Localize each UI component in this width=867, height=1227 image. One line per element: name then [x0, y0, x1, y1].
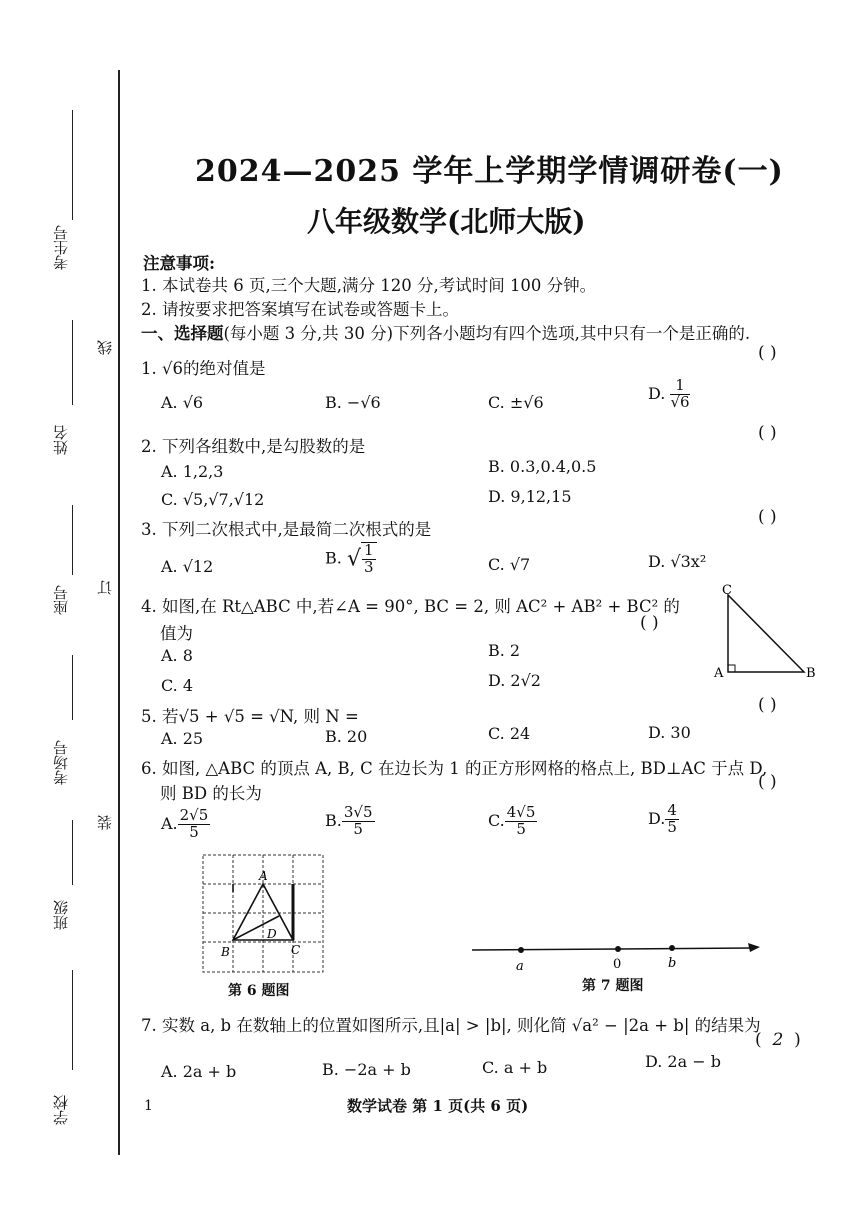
triangle-abc — [728, 595, 804, 672]
q6-option-c — [488, 805, 537, 838]
q5-option-c: C. 24 — [488, 724, 531, 743]
point-a — [518, 947, 524, 953]
page-footer: 数学试卷 第 1 页(共 6 页) — [347, 1097, 529, 1115]
denominator: 5 — [667, 817, 677, 836]
q6-option-b — [325, 805, 375, 838]
q5-option-d: D. 30 — [648, 723, 691, 742]
answer-paren: ( ) — [758, 423, 777, 443]
numerator: 2√5 — [179, 806, 209, 824]
option-letter: B. — [325, 548, 342, 568]
q7-stem: 7. 实数 a, b 在数轴上的位置如图所示,且|a| > |b|, 则化简 √a² − |2a + b| 的结果为 — [141, 1016, 761, 1035]
answer-paren: ( ) — [758, 507, 777, 527]
denominator: √6 — [670, 392, 690, 411]
label-zero: 0 — [613, 957, 622, 972]
q2-option-c: C. √5,√7,√12 — [161, 490, 265, 509]
option-letter: D. — [648, 808, 666, 828]
option-letter: B. — [325, 810, 342, 830]
blank-line — [72, 820, 73, 885]
q5-option-b: B. 20 — [325, 727, 368, 746]
point-zero — [615, 946, 621, 952]
figure-q7-number-line — [470, 935, 765, 975]
answer-paren: ( ) — [640, 613, 659, 633]
section-title: 一、选择题 — [141, 324, 224, 343]
fraction — [342, 805, 375, 838]
number-line-axis — [472, 948, 752, 950]
blank-line — [72, 655, 73, 720]
label-a: A — [714, 666, 724, 681]
numerator: 4√5 — [506, 803, 536, 821]
label-c: C — [291, 943, 301, 957]
q5-stem: 5. 若√5 + √5 = √N, 则 N = — [141, 707, 359, 726]
binding-mark-staple: 订 — [96, 580, 114, 595]
label-exam-number: 考生号 — [52, 225, 70, 270]
label-room-number: 考场号 — [52, 740, 70, 785]
answer-paren: ( 2 ) — [755, 1030, 801, 1050]
q6-option-a — [161, 808, 210, 841]
label-d: D — [267, 927, 277, 941]
blank-line — [72, 320, 73, 405]
fraction — [178, 808, 211, 841]
q1-option-b: B. −√6 — [325, 393, 381, 412]
numerator: 3√5 — [343, 803, 373, 821]
handwritten-answer: 2 — [772, 1030, 784, 1050]
answer-paren: ( ) — [758, 343, 777, 363]
note-item: 1. 本试卷共 6 页,三个大题,满分 120 分,考试时间 100 分钟。 — [141, 276, 597, 295]
q4-option-b: B. 2 — [488, 641, 521, 660]
label-a: a — [516, 959, 524, 974]
numerator: 1 — [670, 378, 689, 395]
q3-option-d: D. √3x² — [648, 552, 707, 571]
blank-line — [72, 505, 73, 575]
q7-option-d: D. 2a − b — [645, 1052, 721, 1071]
q2-stem: 2. 下列各组数中,是勾股数的是 — [141, 437, 366, 456]
denominator: 5 — [516, 819, 526, 838]
option-letter: D. — [648, 383, 666, 403]
label-a: A — [259, 869, 268, 883]
section-heading — [141, 320, 750, 344]
q3-option-a: A. √12 — [161, 557, 214, 576]
q4-stem: 4. 如图,在 Rt△ABC 中,若∠A = 90°, BC = 2, 则 AC² + AB² + BC² 的 — [141, 597, 680, 616]
q3-option-b — [325, 542, 377, 576]
label-school: 学校 — [52, 1095, 70, 1125]
q4-stem-cont: 值为 — [160, 624, 193, 643]
q7-option-a: A. 2a + b — [161, 1062, 237, 1081]
q1-stem: 1. √6的绝对值是 — [141, 359, 266, 378]
q4-option-c: C. 4 — [161, 676, 194, 695]
label-b: B — [221, 945, 230, 959]
q4-option-a: A. 8 — [161, 646, 193, 665]
q5-option-a: A. 25 — [161, 729, 204, 748]
blank-line — [72, 110, 73, 220]
q1-option-d — [648, 378, 690, 411]
fraction — [361, 542, 377, 576]
radical-sign: √ — [346, 546, 361, 572]
binding-mark-bind: 装 — [96, 815, 114, 830]
label-name: 姓名 — [52, 425, 70, 455]
fraction — [670, 378, 689, 411]
q6-option-d — [648, 803, 679, 836]
binding-margin-line — [118, 70, 120, 1155]
q7-figure-caption: 第 7 题图 — [582, 978, 644, 994]
label-class: 班级 — [52, 900, 70, 930]
q4-option-d: D. 2√2 — [488, 671, 541, 690]
q1-option-c: C. ±√6 — [488, 393, 544, 412]
q6-stem: 6. 如图, △ABC 的顶点 A, B, C 在边长为 1 的正方形网格的格点上, BD⊥AC 于点 D, — [141, 759, 768, 778]
right-angle-mark — [728, 665, 735, 672]
q3-stem: 3. 下列二次根式中,是最简二次根式的是 — [141, 520, 432, 539]
notes-heading: 注意事项: — [143, 254, 216, 273]
q6-stem-cont: 则 BD 的长为 — [160, 784, 262, 803]
section-desc: (每小题 3 分,共 30 分)下列各小题均有四个选项,其中只有一个是正确的. — [223, 324, 751, 343]
label-b: b — [668, 956, 677, 971]
point-b — [669, 945, 675, 951]
q3-option-c: C. √7 — [488, 555, 531, 574]
fraction — [505, 805, 538, 838]
figure-q4-triangle — [706, 580, 826, 685]
q7-option-c: C. a + b — [482, 1058, 548, 1077]
figure-q6-grid — [195, 852, 327, 977]
option-letter: C. — [488, 810, 505, 830]
q2-option-a: A. 1,2,3 — [161, 462, 224, 481]
q6-figure-caption: 第 6 题图 — [228, 983, 290, 999]
q7-option-b: B. −2a + b — [322, 1060, 411, 1079]
arrow-head — [748, 943, 760, 952]
note-item: 2. 请按要求把答案填写在试卷或答题卡上。 — [141, 300, 459, 319]
q1-option-a: A. √6 — [161, 393, 204, 412]
page-mark: 1 — [144, 1098, 153, 1114]
exam-subtitle: 八年级数学(北师大版) — [307, 205, 586, 238]
q2-option-b: B. 0.3,0.4,0.5 — [488, 457, 597, 476]
label-b: B — [806, 666, 816, 681]
blank-line — [72, 970, 73, 1070]
answer-paren: ( ) — [758, 772, 777, 792]
exam-title: 2024—2025 学年上学期学情调研卷(一) — [195, 154, 784, 189]
option-letter: A. — [161, 813, 178, 833]
denominator: 3 — [363, 557, 374, 576]
fraction — [665, 803, 679, 836]
label-seat-number: 座号 — [52, 585, 70, 615]
denominator: 5 — [353, 819, 363, 838]
denominator: 5 — [189, 822, 199, 841]
label-c: C — [722, 583, 732, 598]
numerator: 4 — [667, 801, 677, 819]
binding-mark-line: 线 — [96, 340, 114, 355]
q2-option-d: D. 9,12,15 — [488, 487, 572, 506]
answer-paren: ( ) — [758, 695, 777, 715]
numerator: 1 — [363, 541, 374, 559]
